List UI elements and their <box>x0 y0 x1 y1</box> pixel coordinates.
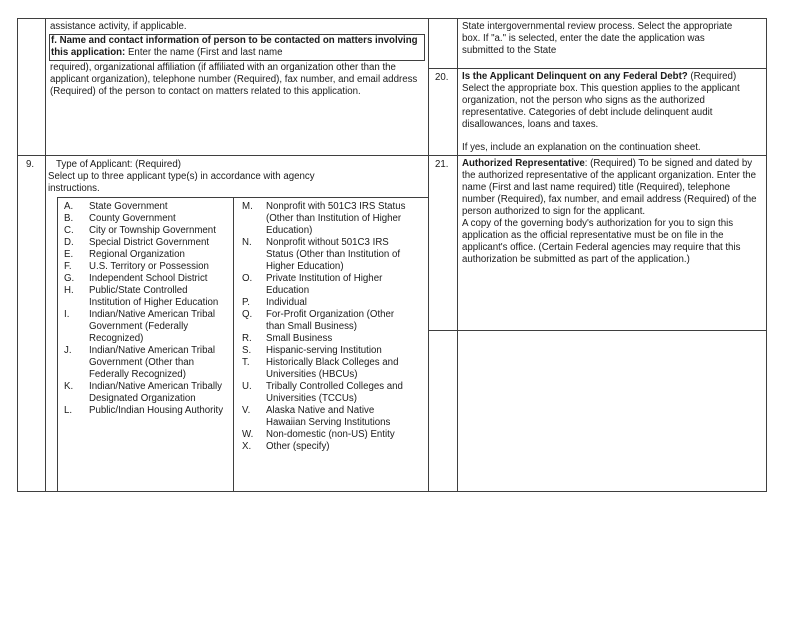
applicant-type-letter: L. <box>64 405 73 416</box>
applicant-type-letter: G. <box>64 273 75 284</box>
left-number-cell-empty <box>18 19 46 156</box>
authorized-representative-body: : (Required) To be signed and dated by the authorized representative of the applicant organization. Enter the name (First and last name required) title (Required), telephone number (Required), fax number, and email address (Required) of the person authorized to sign for the applicant. <box>462 158 757 217</box>
applicant-type-letter: W. <box>242 429 254 440</box>
state-review-text: State intergovernmental review process. Select the appropriate box. If "a." is selected, enter the date the application was submitted to the State <box>462 21 733 56</box>
continuation-text: assistance activity, if applicable. <box>50 21 187 32</box>
authorized-representative-cell <box>458 156 766 331</box>
applicant-type-letter: O. <box>242 273 253 284</box>
authorized-representative-body2: A copy of the governing body's authorization for you to sign this application as the official representative must be on file in the applicant's office. (Certain Federal agencies may require that this authorization be submitted as part of the application.) <box>462 218 741 265</box>
applicant-type-item <box>235 381 428 405</box>
applicant-type-letter: E. <box>64 249 74 260</box>
applicant-type-label: Alaska Native and Native Hawaiian Serving Institutions <box>266 405 391 428</box>
applicant-type-label: Non-domestic (non-US) Entity <box>266 429 395 440</box>
applicant-type-label: Nonprofit with 501C3 IRS Status (Other than Institution of Higher Education) <box>266 201 406 236</box>
applicant-type-label: Historically Black Colleges and Universities (HBCUs) <box>266 357 399 380</box>
applicant-type-letter: B. <box>64 213 74 224</box>
applicant-types-col-a-l <box>58 198 234 491</box>
applicant-type-letter: P. <box>242 297 250 308</box>
applicant-type-item <box>58 201 233 213</box>
applicant-type-item <box>235 273 428 297</box>
applicant-type-item <box>58 381 233 405</box>
applicant-type-label: Independent School District <box>89 273 208 284</box>
applicant-types-table <box>57 197 428 491</box>
applicant-type-letter: H. <box>64 285 74 296</box>
applicant-type-letter: F. <box>64 261 72 272</box>
applicant-type-item <box>58 345 233 381</box>
applicant-type-letter: R. <box>242 333 252 344</box>
applicant-types-col-m-x <box>235 198 428 491</box>
applicant-type-label: Indian/Native American Tribal Government (Other than Federally Recognized) <box>89 345 215 380</box>
applicant-type-item <box>58 249 233 261</box>
applicant-type-label: U.S. Territory or Possession <box>89 261 209 272</box>
instruction-table <box>17 18 767 492</box>
applicant-type-label: Indian/Native American Tribal Government (Federally Recognized) <box>89 309 215 344</box>
applicant-type-item <box>235 333 428 345</box>
applicant-type-item <box>235 237 428 273</box>
applicant-type-letter: D. <box>64 237 74 248</box>
contact-person-boxed-text: Enter the name (First and last name <box>125 47 283 58</box>
state-review-continuation-cell <box>458 19 766 69</box>
applicant-type-letter: Q. <box>242 309 253 320</box>
applicant-type-label: For-Profit Organization (Other than Small Business) <box>266 309 395 332</box>
type-of-applicant-instructions: Select up to three applicant type(s) in accordance with agency instructions. <box>48 171 315 194</box>
applicant-type-label: Hispanic-serving Institution <box>266 345 382 356</box>
item-20-number: 20. <box>435 72 449 83</box>
applicant-type-letter: U. <box>242 381 252 392</box>
applicant-type-label: Tribally Controlled Colleges and Universities (TCCUs) <box>266 381 403 404</box>
applicant-type-letter: X. <box>242 441 252 452</box>
applicant-type-item <box>235 405 428 429</box>
applicant-type-item <box>235 201 428 237</box>
item-21-number: 21. <box>435 159 449 170</box>
item-20-number-cell <box>429 69 458 156</box>
applicant-type-letter: T. <box>242 357 250 368</box>
applicant-type-label: State Government <box>89 201 168 212</box>
applicant-type-item <box>58 225 233 237</box>
applicant-type-label: Private Institution of Higher Education <box>266 273 383 296</box>
applicant-type-letter: A. <box>64 201 74 212</box>
applicant-type-label: County Government <box>89 213 176 224</box>
federal-debt-note: If yes, include an explanation on the continuation sheet. <box>462 142 701 153</box>
applicant-type-item <box>58 309 233 345</box>
applicant-type-item <box>58 405 233 417</box>
applicant-type-item <box>235 429 428 441</box>
type-of-applicant-title: Type of Applicant: (Required) <box>56 159 181 170</box>
applicant-type-label: Nonprofit without 501C3 IRS Status (Other than Institution of Higher Education) <box>266 237 401 272</box>
authorized-representative-heading: Authorized Representative <box>462 158 585 169</box>
applicant-type-item <box>235 297 428 309</box>
applicant-type-letter: I. <box>64 309 70 320</box>
applicant-type-label: Regional Organization <box>89 249 185 260</box>
applicant-type-letter: S. <box>242 345 252 356</box>
applicant-type-item <box>58 213 233 225</box>
applicant-type-label: Individual <box>266 297 307 308</box>
applicant-type-letter: C. <box>64 225 74 236</box>
applicant-type-label: Public/Indian Housing Authority <box>89 405 224 416</box>
applicant-type-item <box>235 357 428 381</box>
applicant-type-label: City or Township Government <box>89 225 216 236</box>
federal-debt-heading: Is the Applicant Delinquent on any Federal Debt? <box>462 71 688 82</box>
applicant-type-letter: N. <box>242 237 252 248</box>
applicant-type-letter: V. <box>242 405 251 416</box>
type-of-applicant-cell <box>46 156 429 491</box>
applicant-type-letter: M. <box>242 201 253 212</box>
applicant-type-item <box>235 441 428 453</box>
applicant-type-item <box>58 285 233 309</box>
applicant-type-label: Small Business <box>266 333 333 344</box>
contact-person-highlight-box <box>49 34 425 61</box>
applicant-type-item <box>58 273 233 285</box>
right-number-cell-empty <box>429 19 458 69</box>
applicant-type-item <box>58 237 233 249</box>
federal-debt-body: (Required) Select the appropriate box. This question applies to the applicant organization, not the person who signs as the authorized representative. Categories of debt include delinquent audit disallowances, loans and taxes. <box>462 71 740 130</box>
applicant-type-letter: J. <box>64 345 72 356</box>
applicant-type-item <box>235 309 428 333</box>
contact-person-instructions-cell <box>46 19 429 156</box>
bottom-right-content-cell-empty <box>458 331 766 491</box>
applicant-type-item <box>58 261 233 273</box>
item-21-number-cell <box>429 156 458 331</box>
bottom-right-number-cell-empty <box>429 331 458 491</box>
federal-debt-cell <box>458 69 766 156</box>
item-9-number: 9. <box>26 159 35 170</box>
applicant-type-label: Special District Government <box>89 237 210 248</box>
applicant-type-label: Public/State Controlled Institution of Higher Education <box>89 285 219 308</box>
applicant-type-label: Other (specify) <box>266 441 330 452</box>
item-9-number-cell <box>18 156 46 491</box>
contact-person-body: required), organizational affiliation (if affiliated with an organization other than the applicant organization), telephone number (Required), fax number, and email address (Required) of the person to contact on matters related to this application. <box>50 62 418 97</box>
contact-person-heading: f. Name and contact information of person to be contacted on matters involving this application: <box>51 35 418 58</box>
applicant-type-label: Indian/Native American Tribally Designated Organization <box>89 381 222 404</box>
applicant-type-letter: K. <box>64 381 74 392</box>
applicant-type-item <box>235 345 428 357</box>
